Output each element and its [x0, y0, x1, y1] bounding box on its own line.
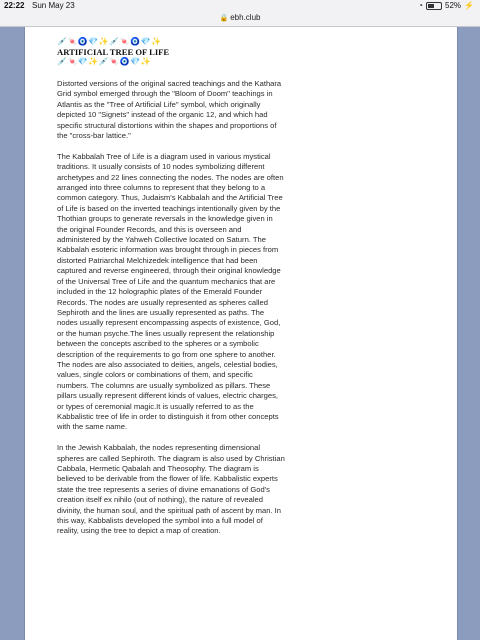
lock-icon: 🔒: [219, 15, 229, 22]
charging-icon: ⚡: [464, 1, 474, 10]
wifi-icon: ◔: [418, 1, 424, 10]
article-paragraph: Distorted versions of the original sacred teachings and the Kathara Grid symbol emerged through the "Bloom of Doom" teachings in Atlantis as the "Tree of Artificial Life" symbol, which originally depicted 10 "Signets" instead of the organic 12, and which had specific structural distortions within the shapes and proportions of the "cross-bar lattice.": [57, 79, 282, 141]
address-domain[interactable]: ebh.club: [230, 13, 261, 22]
article-body: [57, 79, 285, 547]
article-header: [57, 37, 237, 67]
article-paragraph: In the Jewish Kabbalah, the nodes representing dimensional spheres are called Sephiroth. The diagram is also used by Christian Cabbala, Hermetic Qabalah and Theosophy. The diagram is believed to be derivable from the flower of life. Kabbalistic experts state the tree represents a series of divine emanations of God's creation itself ex nihilo (out of nothing), the nature of revealed divinity, the human soul, and the spiritual path of ascent by man. In this way, Kabbalists developed the symbol into a full model of reality, using the tree to depict a map of creation.: [57, 443, 285, 536]
status-time: 22:22: [4, 1, 25, 10]
battery-percent: 52%: [445, 1, 462, 10]
status-bar: [0, 0, 480, 12]
status-date: Sun May 23: [32, 1, 75, 10]
article-title: ARTIFICIAL TREE OF LIFE: [57, 47, 170, 57]
decor-emoji-row-bottom: 💉🍬💎✨💉🍬🧿💎✨: [57, 57, 152, 66]
address-bar[interactable]: [0, 12, 480, 27]
article-paragraph: The Kabbalah Tree of Life is a diagram used in various mystical traditions. It usually consists of 10 nodes symbolizing different archetypes and 22 lines connecting the nodes. The nodes are often arranged into three columns to represent that they belong to a common category. Thus, Judaism's Kabbalah and the Artificial Tree of Life is based on the inverted teachings intentionally given by the Thothian groups to generate reversals in the knowledge given in the original Founder Records, and this is overseen and administered by the Yahweh Collective located on Saturn. The Kabbalah esoteric information was brought through in pieces from distorted Patriarchal Melchizedek intelligence that had been captured and reverse engineered, through their original knowledge of the Universal Tree of Life and the quantum mechanics that are included in the 12 holographic plates of the Emerald Founder Records. The nodes are usually represented as spheres called Sephiroth and the lines are usually represented as paths. The nodes usually represent encompassing aspects of existence, God, or the human psyche.The lines usually represent the relationship between the concepts ascribed to the spheres or a symbolic description of the requirements to go from one sphere to another. The nodes are also associated to deities, angels, celestial bodies, values, single colors or combinations of them, and specific numbers. The columns are usually symbolized as pillars. These pillars usually represent different kinds of values, electric charges, or types of ceremonial magic.It is usually referred to as the Kabbalistic tree of life in order to distinguish it from other concepts with the same name.: [57, 151, 284, 432]
battery-icon: [426, 2, 442, 10]
status-indicators: [418, 1, 474, 10]
article-page: [24, 27, 458, 640]
decor-emoji-row-top: 💉🍬🧿💎✨💉🍬🧿💎✨: [57, 37, 162, 46]
